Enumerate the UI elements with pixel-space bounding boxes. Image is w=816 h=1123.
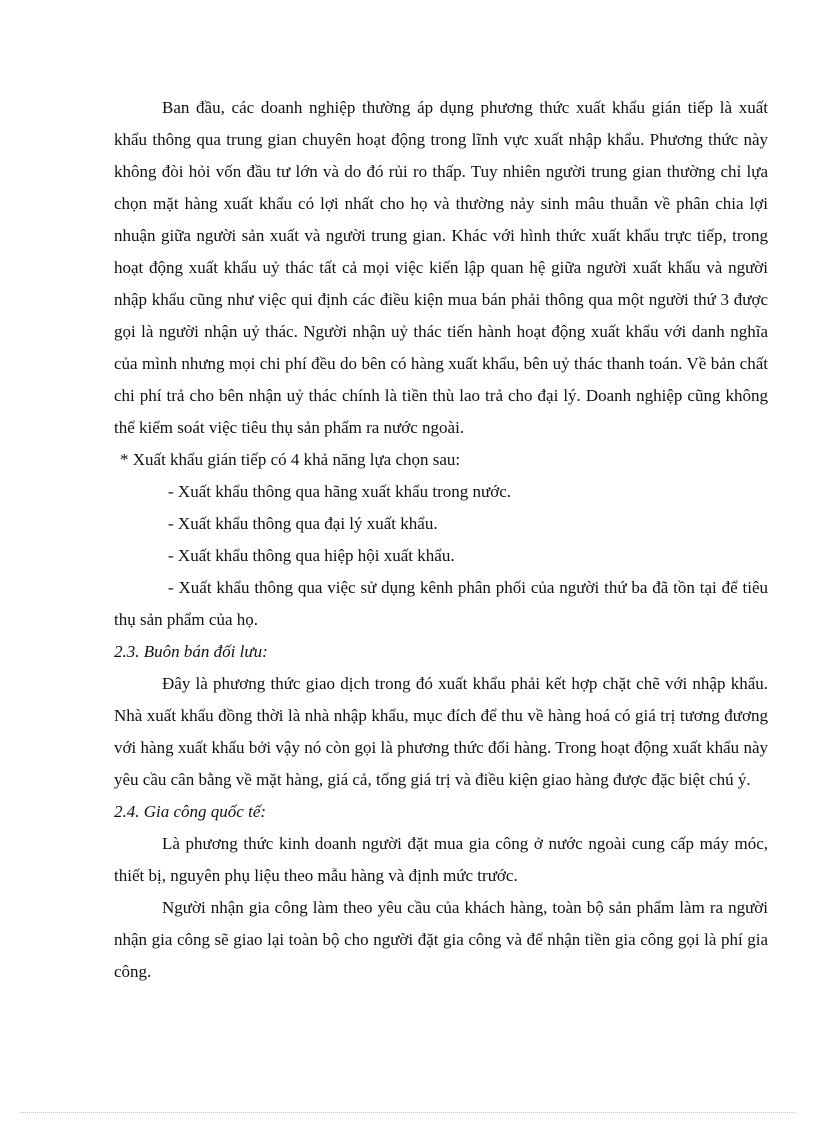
- paragraph-processing-b: Người nhận gia công làm theo yêu cầu của khách hàng, toàn bộ sản phẩm làm ra người nhận gia công sẽ giao lại toàn bộ cho người đặt gia công và để nhận tiền gia công gọi là phí gia công.: [114, 898, 768, 981]
- bullet-intro: * Xuất khẩu gián tiếp có 4 khả năng lựa chọn sau:: [120, 450, 461, 469]
- list-item: - Xuất khẩu thông qua đại lý xuất khẩu.: [168, 514, 438, 533]
- list-item: - Xuất khẩu thông qua hãng xuất khẩu trong nước.: [168, 482, 512, 501]
- section-heading-2-3: 2.3. Buôn bán đối lưu:: [114, 642, 268, 661]
- paragraph-processing-a: Là phương thức kinh doanh người đặt mua gia công ở nước ngoài cung cấp máy móc, thiết bị, nguyên phụ liệu theo mẫu hàng và định mức trước.: [114, 834, 768, 885]
- footer-divider: [20, 1112, 796, 1113]
- paragraph-indirect-export: Ban đầu, các doanh nghiệp thường áp dụng phương thức xuất khẩu gián tiếp là xuất khẩu thông qua trung gian chuyên hoạt động trong lĩnh vực xuất nhập khẩu. Phương thức này không đòi hỏi vốn đầu tư lớn và do đó rủi ro thấp. Tuy nhiên người trung gian thường chỉ lựa chọn mặt hàng xuất khẩu có lợi nhất cho họ và thường nảy sinh mâu thuẫn về phân chia lợi nhuận giữa người sản xuất và người trung gian. Khác với hình thức xuất khẩu trực tiếp, trong hoạt động xuất khẩu uỷ thác tất cả mọi việc kiến lập quan hệ giữa người xuất khẩu và người nhập khẩu cũng như việc qui định các điều kiện mua bán phải thông qua một người thứ 3 được gọi là người nhận uỷ thác. Người nhận uỷ thác tiến hành hoạt động xuất khẩu với danh nghĩa của mình nhưng mọi chi phí đều do bên có hàng xuất khẩu, bên uỷ thác thanh toán. Về bản chất chi phí trả cho bên nhận uỷ thác chính là tiền thù lao trả cho đại lý. Doanh nghiệp cũng không thể kiểm soát việc tiêu thụ sản phẩm ra nước ngoài.: [114, 98, 768, 437]
- list-item: - Xuất khẩu thông qua hiệp hội xuất khẩu.: [168, 546, 455, 565]
- paragraph-countertrade: Đây là phương thức giao dịch trong đó xuất khẩu phải kết hợp chặt chẽ với nhập khẩu. Nhà xuất khẩu đồng thời là nhà nhập khẩu, mục đích để thu về hàng hoá có giá trị tương đương với hàng xuất khẩu bởi vậy nó còn gọi là phương thức đổi hàng. Trong hoạt động xuất khẩu này yêu cầu cân bằng về mặt hàng, giá cả, tổng giá trị và điều kiện giao hàng được đặc biệt chú ý.: [114, 674, 768, 789]
- list-item: - Xuất khẩu thông qua việc sử dụng kênh phân phối của người thứ ba đã tồn tại để tiêu thụ sản phẩm của họ.: [114, 578, 768, 629]
- document-page: [114, 92, 768, 988]
- section-heading-2-4: 2.4. Gia công quốc tế:: [114, 802, 267, 821]
